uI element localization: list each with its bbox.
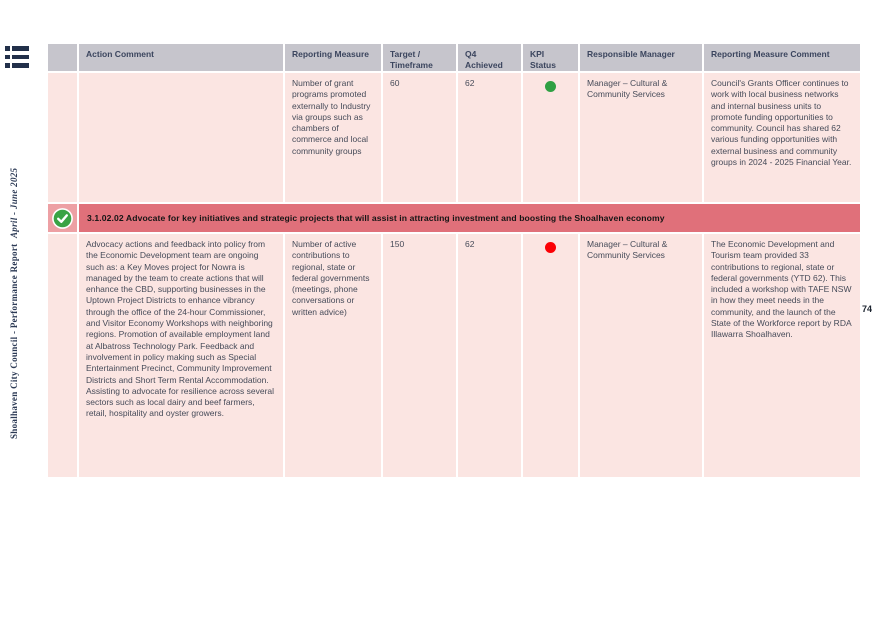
row1-action-comment <box>79 73 283 202</box>
row1-target-timeframe: 60 <box>383 73 456 202</box>
header-reporting-measure: Reporting Measure <box>285 44 381 71</box>
row2-q4-achieved: 62 <box>458 234 521 477</box>
row2-icon-cell <box>48 234 77 477</box>
section-status-cell <box>48 204 77 232</box>
row1-reporting-measure-comment: Council's Grants Officer continues to work with local business networks and internal business units to promote funding opportunities to community. Council has shared 62 various funding opportunities with external business and community groups in 2024 - 2025 Financial Year. <box>704 73 860 202</box>
toc-line <box>5 55 29 60</box>
row1-q4-achieved: 62 <box>458 73 521 202</box>
section-title: 3.1.02.02 Advocate for key initiatives and strategic projects that will assist in attracting investment and boosting the Shoalhaven economy <box>79 204 860 232</box>
header-kpi-status: KPI Status <box>523 44 578 71</box>
header-reporting-measure-comment: Reporting Measure Comment <box>704 44 860 71</box>
document-title: Shoalhaven City Council - Performance Report <box>9 243 19 439</box>
header-responsible-manager: Responsible Manager <box>580 44 702 71</box>
kpi-status-green-icon <box>545 81 556 92</box>
row1-kpi-status-cell <box>523 73 578 202</box>
table-of-contents-icon[interactable] <box>5 46 29 68</box>
header-target-timeframe: Target / Timeframe <box>383 44 456 71</box>
header-icon-column <box>48 44 77 71</box>
check-circle-icon <box>52 208 73 229</box>
toc-line <box>5 46 29 51</box>
row1-reporting-measure: Number of grant programs promoted externally to Industry via groups such as chambers of commerce and local community groups <box>285 73 381 202</box>
document-period: April - June 2025 <box>9 167 19 238</box>
page-number: 74 <box>862 304 873 314</box>
toc-line <box>5 63 29 68</box>
kpi-status-red-icon <box>545 242 556 253</box>
row2-responsible-manager: Manager – Cultural & Community Services <box>580 234 702 477</box>
header-q4-achieved: Q4 Achieved <box>458 44 521 71</box>
row2-reporting-measure: Number of active contributions to regional, state or federal governments (meetings, phone conversations or written advice) <box>285 234 381 477</box>
row2-target-timeframe: 150 <box>383 234 456 477</box>
row2-kpi-status-cell <box>523 234 578 477</box>
document-title-vertical <box>5 148 23 458</box>
performance-report-table <box>48 44 852 477</box>
row2-action-comment: Advocacy actions and feedback into policy from the Economic Development team are ongoing such as: a Key Moves project for Nowra is managed by the team to create actions that will enhance the CBD, supporting businesses in the Uptown Project Districts to enhance vibrancy through the office of the 24-hour Commissioner, and Visitor Economy Workshops with neighboring regions. Promotion of available employment land at Albatross Technology Park. Feedback and involvement in policy making such as Special Entertainment Precinct, Community Improvement Districts and Short Term Rental Accommodation. Assisting to advocate for resilience across several sectors such as local dairy and beef farmers, retail, hospitality and oyster growers. <box>79 234 283 477</box>
header-action-comment: Action Comment <box>79 44 283 71</box>
row1-responsible-manager: Manager – Cultural & Community Services <box>580 73 702 202</box>
row2-reporting-measure-comment: The Economic Development and Tourism team provided 33 contributions to regional, state or federal governments (YTD 62). This included a workshop with TAFE NSW in how they meet needs in the community, and the launch of the State of the Workforce report by RDA Illawarra Shoalhaven. <box>704 234 860 477</box>
row1-icon-cell <box>48 73 77 202</box>
